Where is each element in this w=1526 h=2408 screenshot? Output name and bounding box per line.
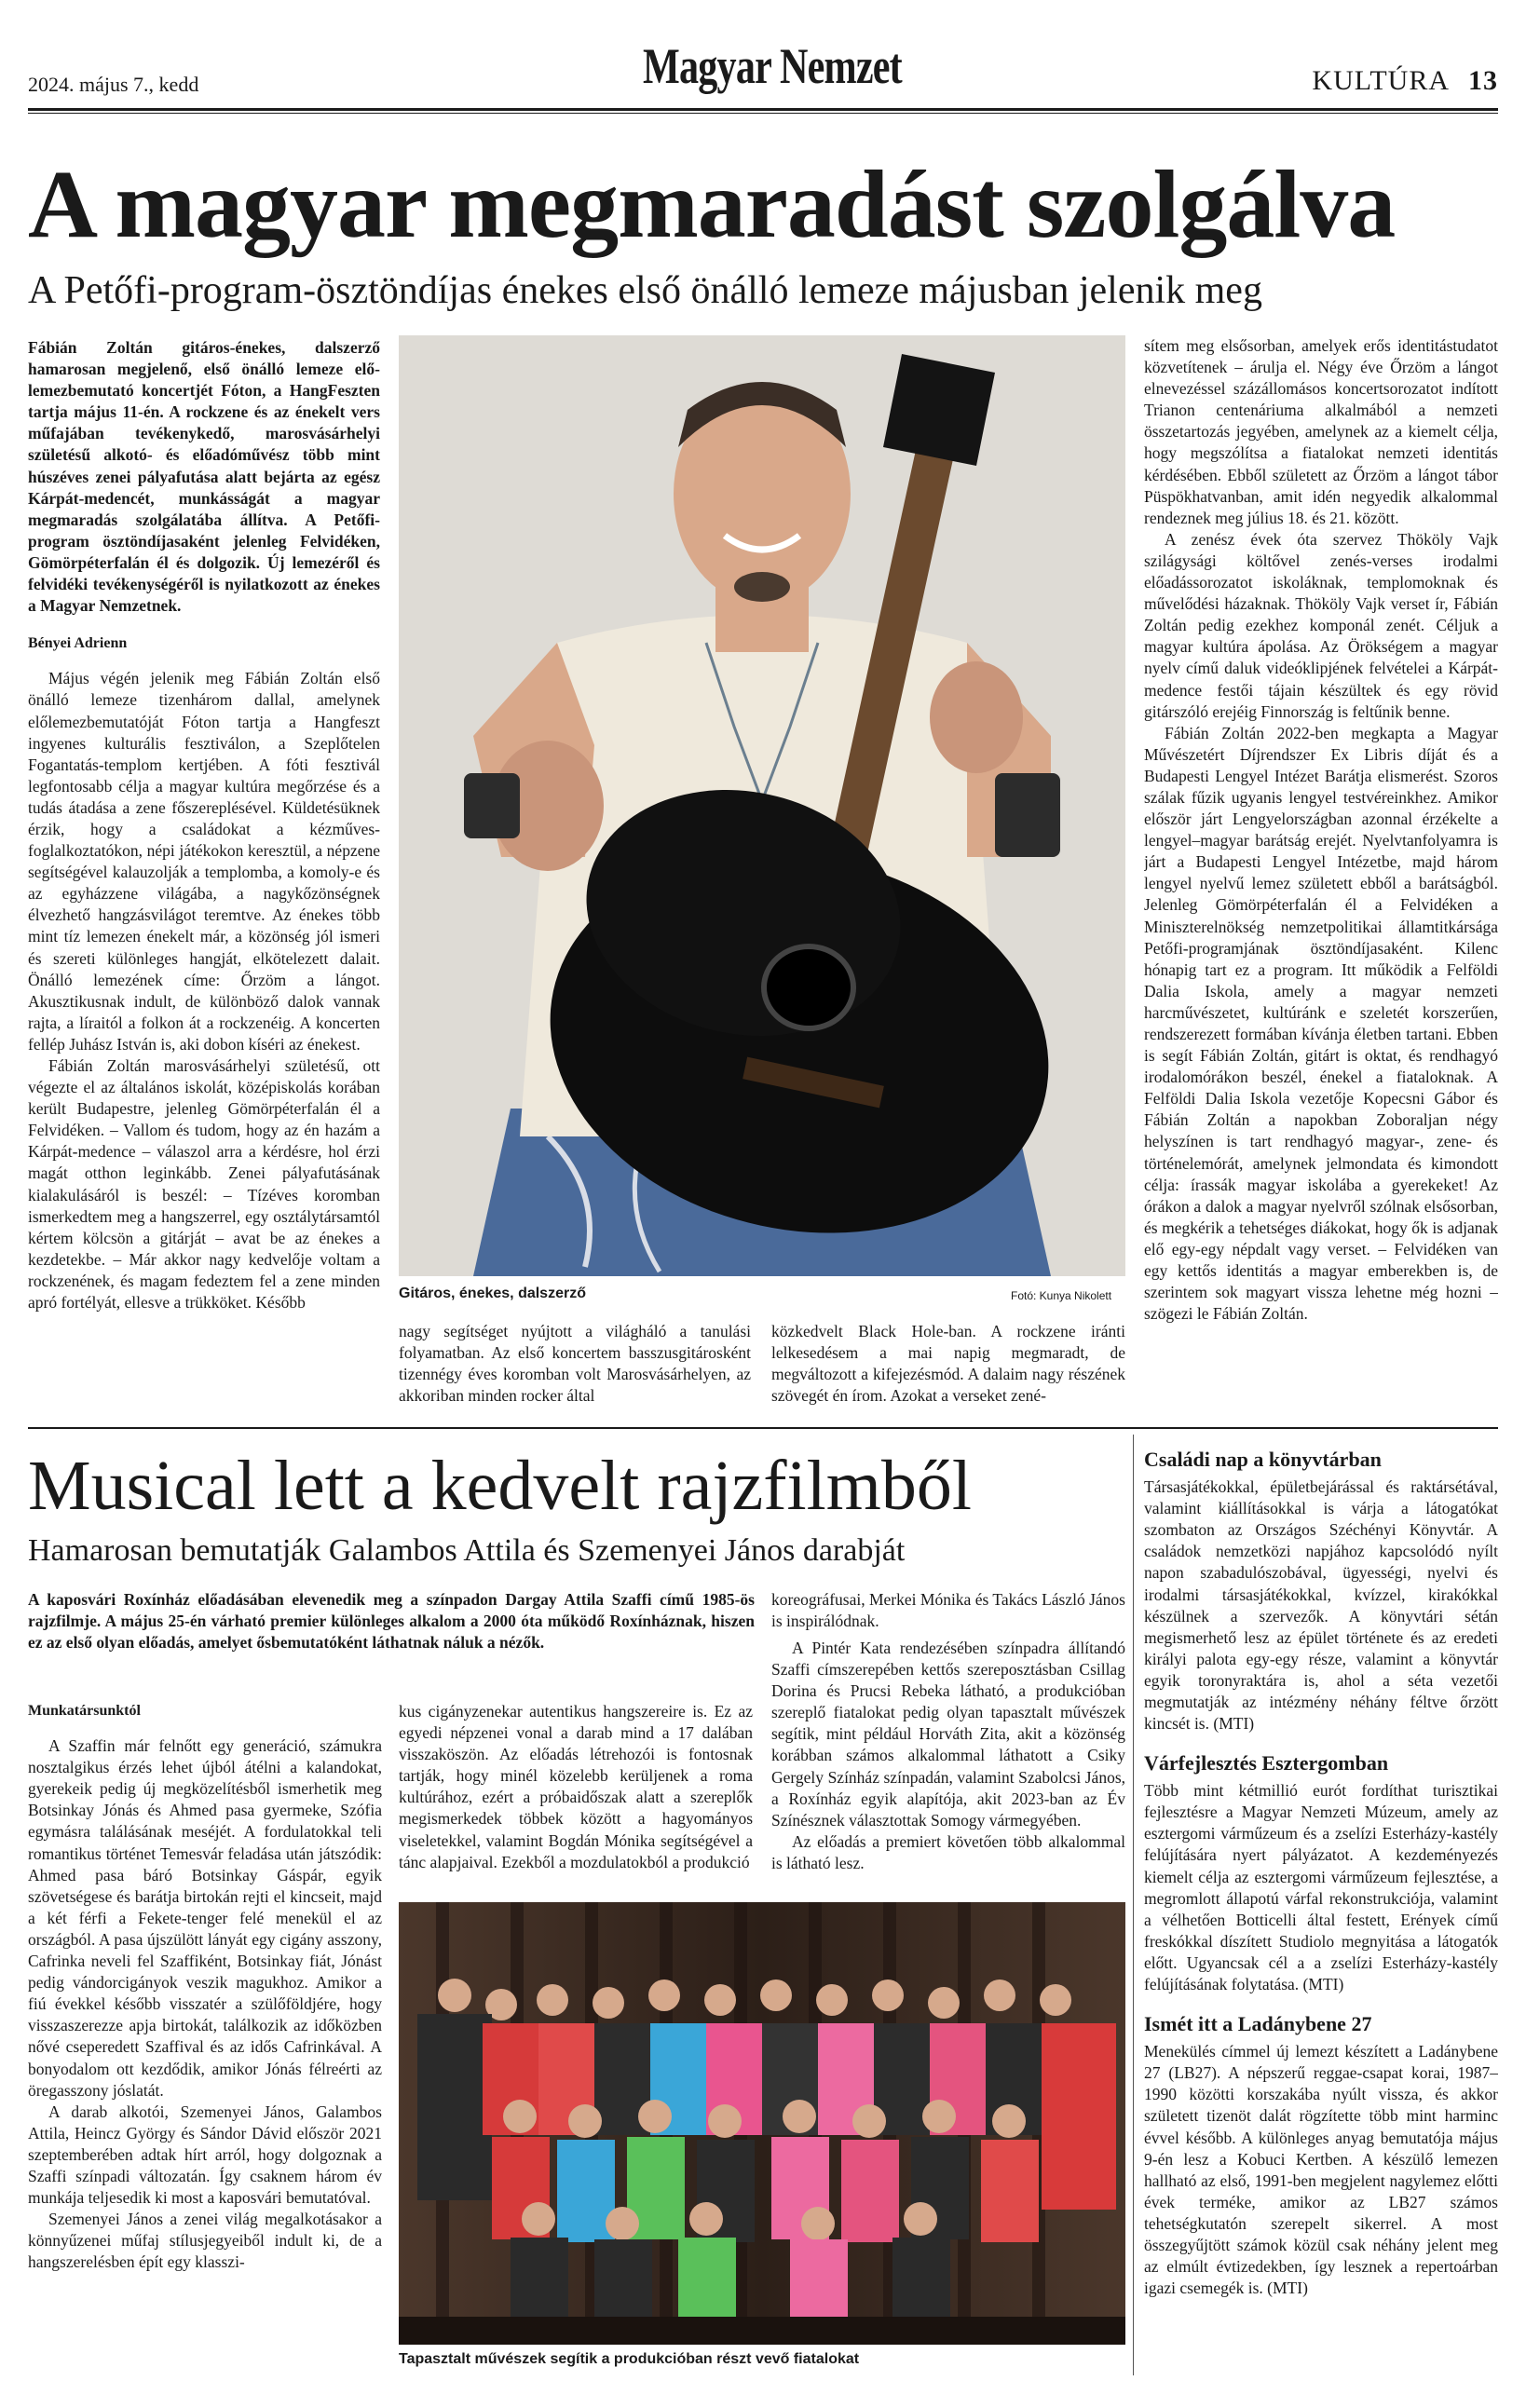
article2-paragraph: A Szaffin már felnőtt egy generáció, számukra nosztalgikus érzés lehet újból átélni a kalandokat, gyerekeik pedig új megközelítésből ismerhetik meg Botsinkay Jónás és Ahmed pasa gyermeke, Szófia egymásra találásának meséjét. A fordulatokkal teli romantikus történet Temesvár feladása után játszódik: Ahmed pasa báró Botsinkay Gáspár, egyik szövetségese és barátja birtokán rejti el kincseit, majd a két férfi a Fekete-tenger felé menekül el az országból. A pasa újszülött lányát egy cigány asszony, Cafrinka neveli fel Szaffiként, Botsinkay fiát, Jónást pedig vándorcigányok veszik magukhoz. Amikor a fiú évekkel később visszatér a szülőföldjére, hogy visszaszerezze apja birtokát, találkozik az időközben nővé cseperedett Szaffival és az idős Cafrinkával. A bonyodalom ott kezdődik, amikor Jónás félreérti az öregasszony jóslatát.: [28, 1736, 382, 2100]
article2-paragraph: A Pintér Kata rendezésében színpadra állítandó Szaffi címszerepében kettős szereposztásban Csillag Dorina és Prucsi Rebeka látható, a produkcióban szereplő fiatalokat pedig olyan tapasztalt művészek segítik, mint például Horváth Zita, akit a közönség korábban számos alkalommal láthatott a Csiky Gergely Színház színpadán, valamint Szabolcsi János, a Roxínház egyik alapítója, akit 2023-ban az Év Színésznek választottak Somogy vármegyében.: [771, 1639, 1125, 1830]
article2-paragraph: kus cigányzenekar autentikus hangszereire is. Ez az egyedi népzenei vonal a darab mind a 17 dalában visszaköszön. Az előadás létrehozói is fontosnak tartják, hogy minél közelebb kerüljenek a roma kultúrához, ezért a próbaidőszak alatt a szereplők megismerkedek többek között a hagyományos viseletekkel, valamint Bogdán Mónika segítségével a tánc alapjaival. Ezekből a mozdulatokból a produkció: [399, 1702, 753, 1871]
article1-col4: [1144, 335, 1498, 1418]
header-rule-thin: [28, 113, 1498, 114]
article2-lead-right: [771, 1589, 1125, 1634]
article2-col1: [28, 1701, 382, 2372]
article2-byline: Munkatársunktól: [28, 1703, 141, 1719]
sidebar-item-title: Várfejlesztés Esztergomban: [1144, 1751, 1389, 1775]
section-divider: [28, 1427, 1498, 1429]
article2-paragraph: koreográfusai, Merkei Mónika és Takács László János is inspirálódnak.: [771, 1590, 1125, 1631]
sidebar-item-text: Menekülés címmel új lemezt készített a Ladánybene 27 (LB27). A népszerű reggae-csapat korai, 1987–1990 közötti korszakába nyúlt vissza, és akkor született tizenöt dalát rögzítette több mint harminc évvel később. A különleges anyag bemutatója május 9-én lesz a Kobuci Kertben. A készülő lemezen hallható az első, 1991-ben megjelent nagylemez előtti évek terméke, amikor az LB27 számos tehetségkutatón szerepelt sikerrel. A most összegyűjtött számok közül csak néhány jelent meg az elmúlt évtizedekben, így lesznek a repertoárban igazi csemegék is. (MTI): [1144, 2042, 1498, 2298]
article2-paragraph: Az előadás a premiert követően több alkalommal is látható lesz.: [771, 1831, 1125, 1872]
article1-byline: Bényei Adrienn: [28, 635, 128, 652]
sidebar-item-text: Társasjátékokkal, épületbejárással és raktársétával, valamint kiállításokkal is várja a látogatókat szombaton az Országos Széchényi Könyvtár. A családok nemzetközi napjához kapcsolódó nyílt napon szabadulószobával, ügyességi, nyelvi és irodalmi társasjátékokkal, kvízzel, kirakókkal készülnek a szervezők. A könyvtári sétán megismerhető lesz az épület története és az eredeti királyi palota egy-egy része, valamint a könyvtár egyik toronyraktára is, ahol a séta vezetői megmutatják az intézmény néhány féltve őrzött kincsét is. (MTI): [1144, 1477, 1498, 1734]
article1-paragraph: Fábián Zoltán marosvásárhelyi születésű, ott végezte el az általános iskolát, középiskolás korában került Budapestre, jelenleg Gömörpéterfalán él a Felvidéken. – Vallom és tudom, hogy az én hazám a Kárpát-medence – válaszol arra a kérdésre, hol érzi magát otthon leginkább. Zenei pályafutásának kialakulásáról is beszél: – Tízéves koromban ismerkedtem meg a hangszerrel, egy osztálytársamtól kértem kölcsön a gitárját – avat be az énekes a kezdetekbe. – Már akkor nagy kedvelője voltam a rockzenének, és magam fedeztem fel a zene minden apró fortélyát, ellesve a trükköket. Később: [28, 1056, 380, 1313]
cast-photo-illustration: [399, 1902, 1125, 2345]
sidebar-item-text: Több mint kétmillió eurót fordíthat turisztikai fejlesztésre a Magyar Nemzeti Múzeum, amely az esztergomi várműzeum és a zselízi Esterházy-kastély felújítására nyert pályázatot. A kezdeményezés kiemelt célja az esztergomi várműzeum fejlesztése, a megromlott állapotú várfal rekonstrukciója, valamint a vélhetően Botticelli által festett, Erények című freskókkal díszített Studiolo megnyitása a látogatók előtt. Ugyancsak cél a a zselízi Esterházy-kastély felújításának folytatása. (MTI): [1144, 1781, 1498, 1994]
article1-col2: [399, 1321, 751, 1418]
article2-col3: [771, 1638, 1125, 1895]
article2-photo-caption: Tapasztalt művészek segítik a produkcióban részt vevő fiatalokat: [399, 2351, 860, 2367]
newspaper-logo: Magyar Nemzet: [643, 38, 902, 94]
sidebar: [1144, 1446, 1498, 2377]
page-number: 13: [1468, 65, 1498, 96]
article1-paragraph: sítem meg elsősorban, amelyek erős identitástudatot közvetítenek – árulja el. Négy éve Őrzöm a lángot elnevezéssel százállomásos koncertsorozatot indított Trianon centenáriuma alkalmából a nemzeti összetartozás jegyében, amelynek az a kiemelt célja, hogy megszólítsa a fiatalokat nemzeti identitás kérdésében. Ebből született az Őrzöm a lángot tábor Püspökhatvanban, amit idén negyedik alkalommal rendeznek meg július 18. és 21. között.: [1144, 336, 1498, 527]
article1-col1: [28, 337, 380, 1418]
article2-photo: [399, 1902, 1125, 2345]
article1-subtitle: A Petőfi-program-ösztöndíjas énekes első önálló lemeze májusban jelenik meg: [28, 269, 1262, 312]
section-name: KULTÚRA: [1312, 65, 1450, 96]
article1-paragraph: A zenész évek óta szervez Thököly Vajk szilágysági költővel zenés-verses irodalmi előadássorozatot iskoláknak, templomoknak és művelődési házaknak. Thököly Vajk verset ír, Fábián Zoltán pedig ezekhez komponál zenét. Céljuk a magyar kultúra ápolása. Az Örökségem a magyar nyelv című daluk videóklipjének felvételei a Kárpát-medence festői tájain készültek és egy rövid gitárszóló erejéig Finnország is feltűnik benne.: [1144, 529, 1498, 721]
article1-photo: [399, 335, 1125, 1276]
article1-paragraph: Május végén jelenik meg Fábián Zoltán első önálló lemeze tizenhárom dallal, amelynek előlemezbemutatóját Fóton tartja a Hangfeszt ingyenes kulturális fesztiválon, a Szeplőtelen Fogantatás-templom kertjében. A fóti fesztivál legfontosabb célja a magyar kultúra megőrzése és a tudás átadása a zene főszereplésével. Küldetésüknek érzik, hogy a családokat a kézműves-foglalkoztatókon, népi játékokon keresztül, a népzene segítségével kalauzolják a templomba, a komoly-e és az egyházzene világába, a nagykőzönségnek élvezhető hangzásvilágot teremtve. Az énekes több mint tíz lemezen énekelt már, a közönség jól ismeri és szereti különleges hangját, elkötelezett dalait. Önálló lemezének címe: Őrzöm a lángot. Akusztikusnak indult, de különböző dalok vannak rajta, a líraitól a folkon át a rockzenéig. A koncerten fellép Juhász István is, aki dobon kíséri az énekest.: [28, 669, 380, 1054]
article1-lead: Fábián Zoltán gitáros-énekes, dalszerző hamarosan megjelenő, első önálló lemeze elő-lemezbemutató koncertjét Fóton, a HangFeszten tartja május 11-én. A rockzene és az énekelt vers műfajában tevékenykedő, marosvásárhelyi születésű alkotó- és előadóművész több mint húszéves zenei pályafutása alatt bejárta az egész Kárpát-medencét, munkásságát a magyar megmaradás szolgálatába állítva. A Petőfi-program ösztöndíjasaként jelenleg Felvidéken, Gömörpéterfalán él és dolgozik. Új lemezéről és felvidéki tevékenységéről is nyilatkozott az énekes a Magyar Nemzetnek.: [28, 338, 380, 616]
header-rule: [28, 108, 1498, 111]
article2-col2: [399, 1701, 753, 1895]
issue-date: 2024. május 7., kedd: [28, 73, 199, 96]
article2-title: Musical lett a kedvelt rajzfilmből: [28, 1447, 973, 1525]
article1-paragraph: nagy segítséget nyújtott a világháló a tanulási folyamatban. Az első koncertem basszusgitárosként tizennégy éves koromban volt Marosvásárhelyen, az akkoriban minden rocker által: [399, 1322, 751, 1406]
article2-paragraph: A darab alkotói, Szemenyei János, Galambos Attila, Heincz György és Sándor Dávid először 2021 szeptemberében adtak hírt arról, hogy dolgoznak a Szaffi színpadi változatán. Így csaknem három év munkája teljesedik ki most a kaposvári bemutatóval.: [28, 2102, 382, 2208]
article2-lead-block: [28, 1589, 755, 1692]
guitarist-photo-illustration: [399, 335, 1125, 1276]
article1-paragraph: Fábián Zoltán 2022-ben megkapta a Magyar Művészetért Díjrendszer Ex Libris díját és a Budapesti Lengyel Intézet Barátja elismerést. Szoros szálak fűzik ugyanis lengyel testvéreinkhez. Amikor először járt Lengyelországban azonnal érzékelte a lengyel–magyar barátság erejét. Nyelvtanfolyamra is járt a Budapesti Lengyel Intézetbe, majd három lengyel nyelvű lemez született ebből a barátságból. Jelenleg Gömörpéterfalán él a Felvidéken a Miniszterelnökség nemzetpolitikai államtitkársága Petőfi-programjának ösztöndíjasaként. Kilenc hónapig tart ez a program. Itt működik a Felföldi Dalia Iskola, amely a magyar nemzeti harcművészetet, kultúránk e szeletét korszerűen, rendszerezett formában kívánja életben tartani. Ebben is segít Fábián Zoltán, gitárt is oktat, és rendhagyó irodalomórákon beszél, énekel a fiataloknak. A Felföldi Dalia Iskola vezetője Kopecsni Gábor és Fábián Zoltán a napokban Zoboraljan négy helyszínen is tart rendhagyó magyar-, zene- és történelemórát, amelynek jelmondata és kimondott célja: írassák magyar iskolába a gyerekeket! Az órákon a dalok a magyar nyelvről szólnak elsősorban, és megkérik a tehetséges diákokat, hogy ők is adjanak elő egy-egy népdalt vagy verset. – Felvidéken van egy kettős identitás a magyar emberekben is, de szerintem sok magyart vissza lehetne még hozni – szögezi le Fábián Zoltán.: [1144, 723, 1498, 1324]
article2-lead: A kaposvári Roxínház előadásában elevenedik meg a színpadon Dargay Attila Szaffi című 1985-ös rajzfilmje. A május 25-én várható premier különleges alkalom a 2000 óta működő Roxínháznak, hiszen ez az első olyan előadás, amelyet ősbemutatóként láthatnak náluk a nézők.: [28, 1590, 755, 1653]
sidebar-divider: [1133, 1435, 1134, 2375]
article1-paragraph: közkedvelt Black Hole-ban. A rockzene iránti lelkesedésem a mai napig megmaradt, de megváltozott a kifejezésmód. A dalaim nagy részének szövegét én írom. Azokat a verseket zené-: [771, 1322, 1125, 1406]
article2-subtitle: Hamarosan bemutatják Galambos Attila és Szemenyei János darabját: [28, 1533, 906, 1568]
article1-col3: [771, 1321, 1125, 1418]
article1-photo-credit: Fotó: Kunya Nikolett: [1011, 1289, 1112, 1302]
sidebar-item-title: Családi nap a könyvtárban: [1144, 1448, 1382, 1471]
article1-photo-caption: Gitáros, énekes, dalszerző: [399, 1286, 586, 1301]
sidebar-item-title: Ismét itt a Ladánybene 27: [1144, 2012, 1372, 2036]
section-label: [1312, 65, 1498, 97]
article1-title: A magyar megmaradást szolgálva: [28, 151, 1396, 258]
article2-paragraph: Szemenyei János a zenei világ megalkotásakor a könnyűzenei műfaj stílusjegyeiből indult ki, de a hangszerelésben épít egy klasszi-: [28, 2210, 382, 2272]
